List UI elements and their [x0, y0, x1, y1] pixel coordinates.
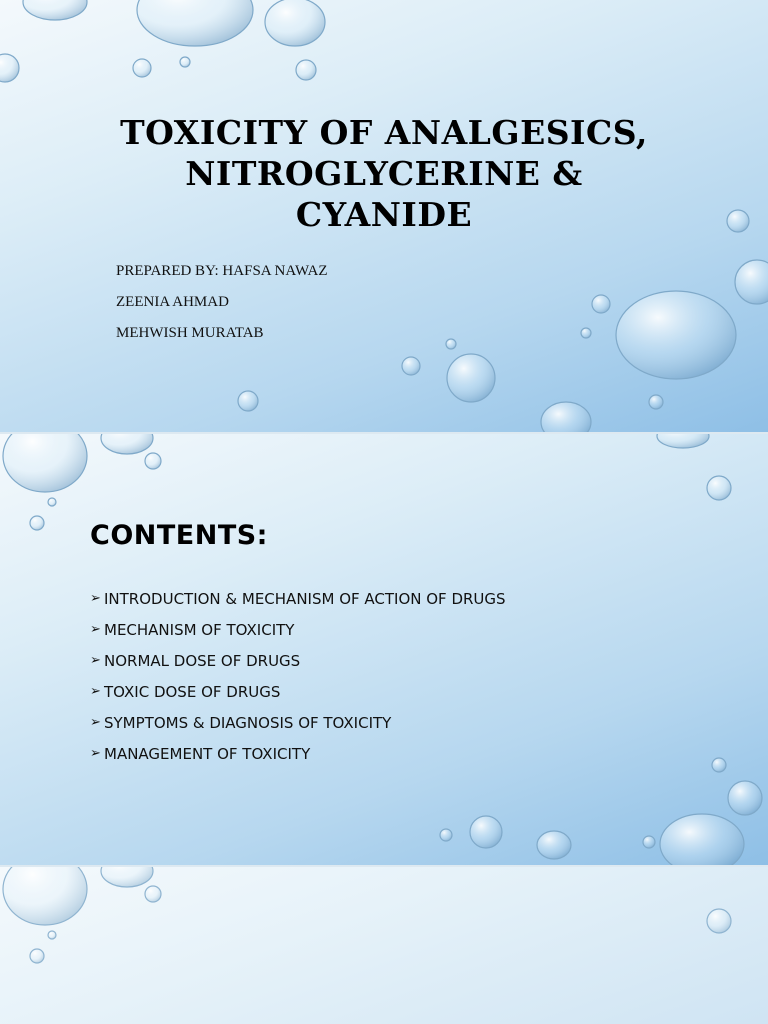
author-line-3: MEHWISH MURATAB — [116, 325, 264, 341]
arrow-bullet-icon: ➢ — [90, 622, 101, 637]
slide-next-partial — [0, 867, 768, 1024]
author-line-2: ZEENIA AHMAD — [116, 294, 229, 310]
list-item — [90, 650, 506, 681]
contents-list — [90, 588, 506, 774]
list-item-text: TOXIC DOSE OF DRUGS — [104, 683, 281, 701]
slide-title — [0, 0, 768, 432]
list-item-text: INTRODUCTION & MECHANISM OF ACTION OF DRUGS — [104, 590, 506, 608]
slide-title-text — [84, 112, 684, 235]
authors-list — [116, 262, 328, 355]
arrow-bullet-icon: ➢ — [90, 684, 101, 699]
arrow-bullet-icon: ➢ — [90, 746, 101, 761]
arrow-bullet-icon: ➢ — [90, 653, 101, 668]
list-item — [90, 681, 506, 712]
arrow-bullet-icon: ➢ — [90, 591, 101, 606]
list-item-text: NORMAL DOSE OF DRUGS — [104, 652, 301, 670]
list-item-text: MANAGEMENT OF TOXICITY — [104, 745, 311, 763]
arrow-bullet-icon: ➢ — [90, 715, 101, 730]
list-item-text: SYMPTOMS & DIAGNOSIS OF TOXICITY — [104, 714, 392, 732]
title-line-1: TOXICITY OF ANALGESICS, — [120, 113, 648, 152]
list-item-text: MECHANISM OF TOXICITY — [104, 621, 295, 639]
title-line-2: NITROGLYCERINE & — [185, 154, 583, 193]
list-item — [90, 588, 506, 619]
list-item — [90, 712, 506, 743]
water-drops-decoration — [0, 867, 768, 1024]
list-item — [90, 619, 506, 650]
author-line-1: PREPARED BY: HAFSA NAWAZ — [116, 263, 328, 279]
title-line-3: CYANIDE — [295, 195, 473, 234]
list-item — [90, 743, 506, 774]
slide-contents — [0, 434, 768, 865]
contents-heading: CONTENTS: — [90, 520, 268, 551]
